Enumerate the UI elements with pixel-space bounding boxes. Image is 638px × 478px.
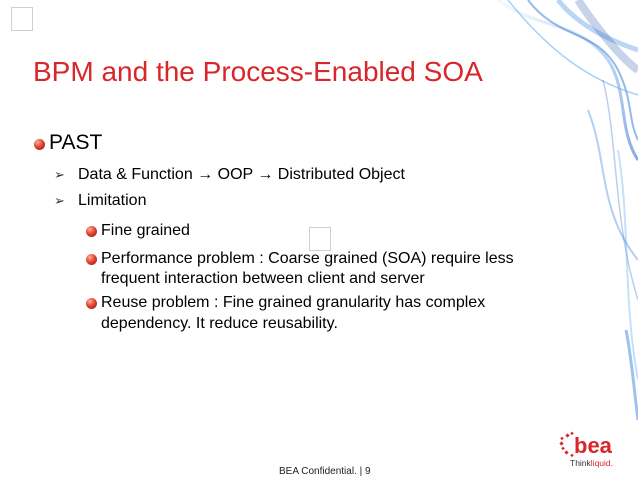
arrowhead-icon: ➢ (54, 167, 65, 182)
bullet-performance-line1: Performance problem : Coarse grained (SOA) require less (101, 250, 514, 267)
bullet-reuse-line1: Reuse problem : Fine grained granularity has complex (101, 294, 486, 311)
svg-text:bea: bea (574, 433, 612, 458)
red-ball-icon (86, 298, 97, 309)
footer-confidential: BEA Confidential. | 9 (279, 466, 371, 477)
tagline-liquid: liquid. (590, 458, 614, 468)
arrowhead-icon: ➢ (54, 193, 65, 208)
bullet-performance-line2: frequent interaction between client and server (101, 270, 425, 287)
red-ball-icon (34, 139, 45, 150)
bullet-past: PAST (49, 131, 103, 154)
tagline-think: Think (570, 458, 591, 468)
bullet-limitation: Limitation (78, 192, 147, 209)
logo-tagline (570, 458, 613, 468)
bea-logo (557, 431, 627, 471)
placeholder-box-top (11, 7, 33, 31)
bullet-reuse-line2: dependency. It reduce reusability. (101, 315, 338, 332)
bullet-data-function: Data & Function → OOP → Distributed Object (78, 166, 405, 183)
bullet-fine-grained: Fine grained (101, 222, 190, 239)
bea-logo-mark (557, 431, 627, 459)
slide-title: BPM and the Process-Enabled SOA (33, 56, 483, 87)
red-ball-icon (86, 254, 97, 265)
red-ball-icon (86, 226, 97, 237)
